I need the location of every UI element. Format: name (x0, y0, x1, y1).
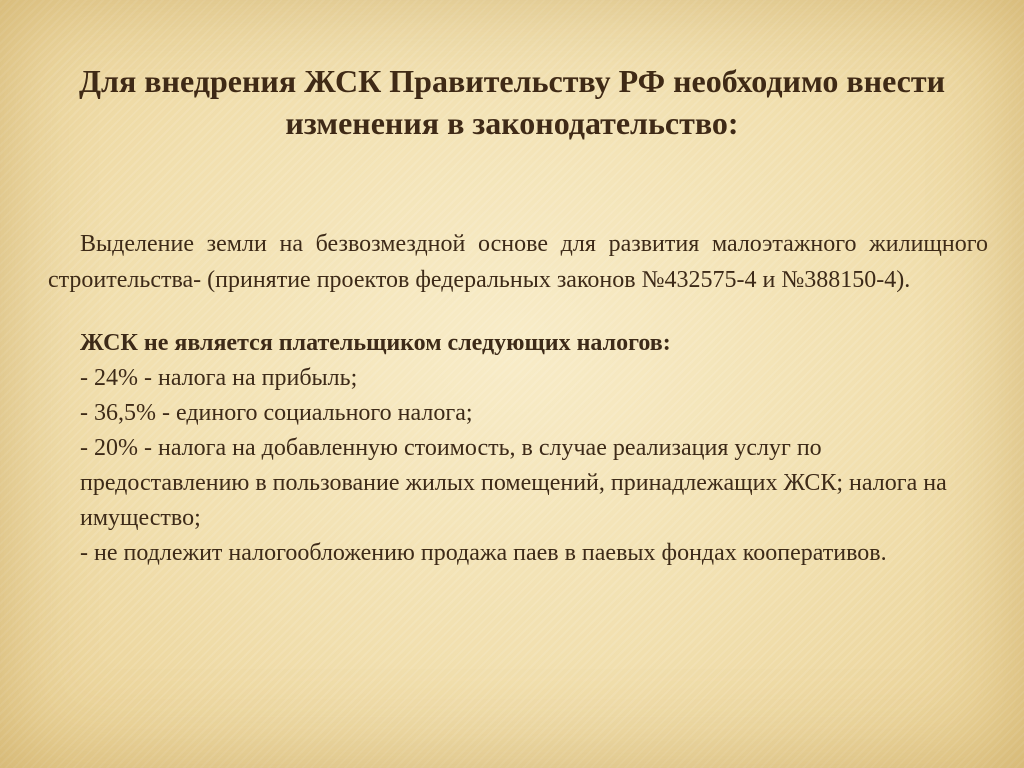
land-allocation-paragraph: Выделение земли на безвозмездной основе для развития малоэтажного жилищного строительства- (принятие проектов федеральных законов №432575-4 и №388150-4). (48, 231, 988, 293)
spacer (48, 298, 988, 326)
slide-body (48, 226, 988, 571)
tax-item-profit: - 24% - налога на прибыль; (80, 365, 358, 391)
tax-exemptions-block (48, 326, 988, 571)
slide-title: Для внедрения ЖСК Правительству РФ необходимо внести изменения в законодательство: (78, 63, 946, 141)
tax-item-social: - 36,5% - единого социального налога; (80, 400, 473, 426)
tax-exemptions-heading: ЖСК не является плательщиком следующих налогов: (80, 330, 671, 356)
tax-item-vat: - 20% - налога на добавленную стоимость, в случае реализация услуг по предоставлению в пользование жилых помещений, принадлежащих ЖСК; налога на имущество; (80, 435, 947, 531)
tax-item-shares: - не подлежит налогообложению продажа паев в паевых фондах кооперативов. (80, 540, 887, 566)
